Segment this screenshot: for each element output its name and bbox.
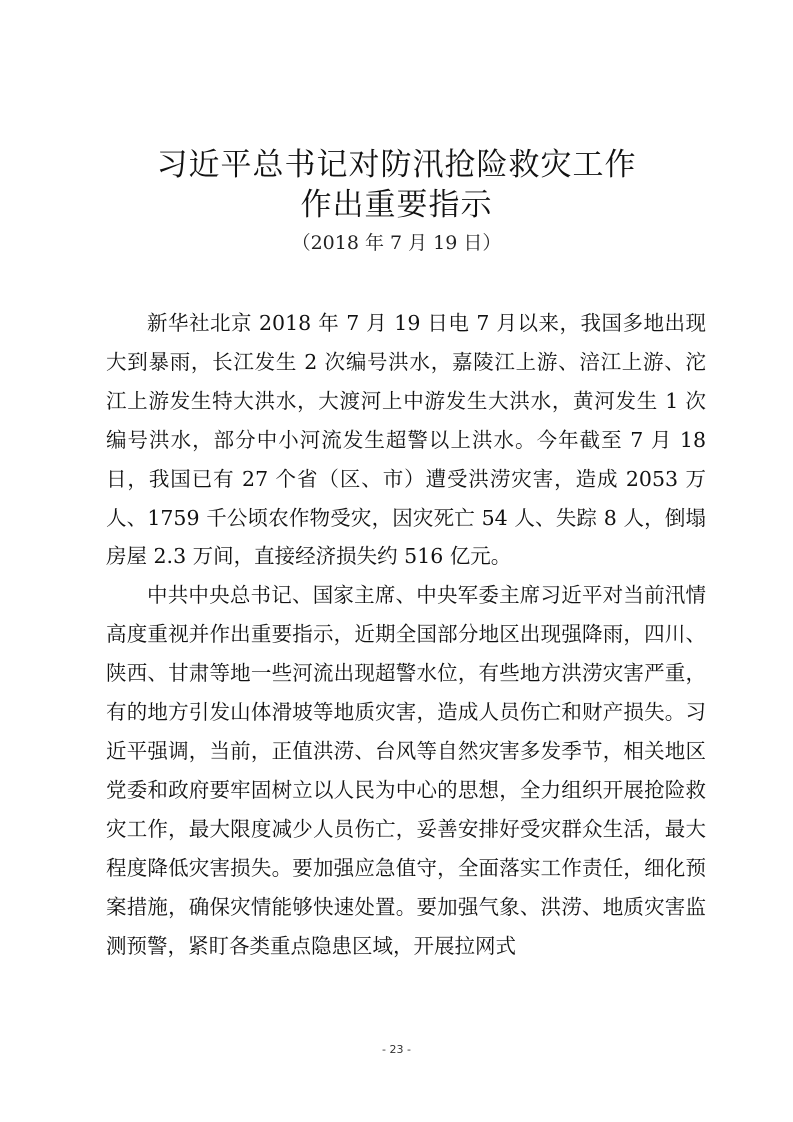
document-title-line-2: 作出重要指示 bbox=[300, 187, 493, 223]
paragraph-2: 中共中央总书记、国家主席、中央军委主席习近平对当前汛情高度重视并作出重要指示，近期全国部分地区出现强降雨，四川、陕西、甘肃等地一些河流出现超警水位，有些地方洪涝灾害严重，有的地方引发山体滑坡等地质灾害，造成人员伤亡和财产损失。习近平强调，当前，正值洪涝、台风等自然灾害多发季节，相关地区党委和政府要牢固树立以人民为中心的思想，全力组织开展抢险救灾工作，最大限度减少人员伤亡，妥善安排好受灾群众生活，最大程度降低灾害损失。要加强应急值守，全面落实工作责任，细化预案措施，确保灾情能够快速处置。要加强气象、洪涝、地质灾害监测预警，紧盯各类重点隐患区域，开展拉网式 bbox=[106, 583, 706, 958]
page-number: - 23 - bbox=[382, 1043, 411, 1056]
document-title-line-1: 习近平总书记对防汛抢险救灾工作 bbox=[156, 147, 637, 183]
document-body bbox=[106, 304, 706, 965]
paragraph-1: 新华社北京 2018 年 7 月 19 日电 7 月以来，我国多地出现大到暴雨，长江发生 2 次编号洪水，嘉陵江上游、涪江上游、沱江上游发生特大洪水，大渡河上中游发生大洪水，黄河发生 1 次编号洪水，部分中小河流发生超警以上洪水。今年截至 7 月 18 日，我国已有 27 个省（区、市）遭受洪涝灾害，造成 2053 万人、1759 千公顷农作物受灾，因灾死亡 54 人、失踪 8 人，倒塌房屋 2.3 万间，直接经济损失约 516 亿元。 bbox=[106, 311, 706, 569]
document-date: （2018 年 7 月 19 日） bbox=[291, 232, 502, 254]
